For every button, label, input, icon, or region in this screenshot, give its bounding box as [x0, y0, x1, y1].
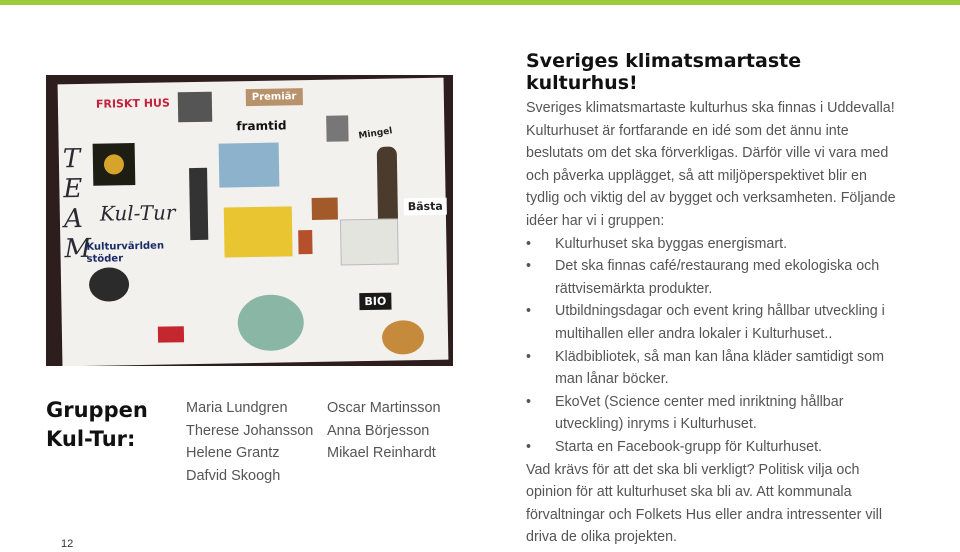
idea-item	[526, 391, 946, 436]
idea-list	[526, 233, 946, 459]
collage-image	[89, 267, 130, 302]
text-line: idéer har vi i gruppen:	[526, 212, 665, 229]
collage-image	[298, 230, 312, 254]
collage-label-framtid: framtid	[236, 118, 287, 134]
article-heading-line: kulturhus!	[526, 72, 638, 94]
member-name: Oscar Martinsson	[327, 400, 441, 416]
member-name: Anna Börjesson	[327, 422, 430, 439]
collage-image	[158, 326, 184, 342]
collage-label-friskt-hus: FRISKT HUS	[95, 96, 170, 111]
collage-image	[178, 92, 213, 123]
article-heading	[526, 50, 946, 94]
member-name: Dafvid Skoogh	[186, 467, 281, 484]
text-line: förvaltningar och Folkets Hus eller andra intressenter vill	[526, 506, 882, 523]
member-name: Mikael Reinhardt	[327, 445, 436, 462]
text-line: utveckling) inryms i Kulturhuset.	[555, 416, 757, 433]
page-number: 12	[61, 538, 74, 550]
member-name: Helene Grantz	[186, 445, 280, 462]
text-line: rättvisemärkta produkter.	[555, 280, 713, 297]
text-line: Sveriges klimatsmartaste kulturhus ska finnas i Uddevalla!	[526, 100, 895, 116]
collage-label-kultur: Kul-Tur	[99, 200, 176, 226]
text-line: Det ska finnas café/restaurang med ekologiska och	[555, 258, 880, 275]
text-line: man lånar böcker.	[555, 371, 669, 388]
idea-item	[526, 436, 946, 459]
bullet-marker: •	[526, 235, 532, 252]
collage-image	[189, 168, 208, 240]
collage-image	[224, 206, 293, 257]
text-line: multihallen eller andra lokaler i Kulturhuset..	[555, 325, 833, 342]
article-heading-line: Sveriges klimatsmartaste	[526, 50, 802, 72]
collage-label-premiar: Premiär	[246, 88, 303, 106]
member-list-column-1	[186, 397, 313, 487]
collage-image	[377, 146, 398, 226]
article-outro	[526, 459, 946, 549]
group-title-line: Kul-Tur:	[46, 427, 136, 451]
collage-label-basta: Bästa	[404, 198, 447, 216]
bullet-marker: •	[526, 393, 532, 410]
collage-image	[237, 294, 304, 351]
collage-image	[312, 198, 338, 220]
collage-image	[93, 143, 136, 186]
text-line: och påverka upplägget, så att miljöperspektivet blir en	[526, 167, 867, 184]
idea-item	[526, 255, 946, 300]
text-line: Kulturhuset ska byggas energismart.	[555, 235, 788, 252]
idea-item	[526, 346, 946, 391]
bullet-marker: •	[526, 303, 532, 320]
bullet-marker: •	[526, 258, 532, 275]
collage-image	[340, 218, 399, 265]
group-title-line: Gruppen	[46, 398, 148, 422]
collage-image	[219, 143, 280, 188]
idea-item	[526, 233, 946, 256]
collage-label-team: TEAM	[62, 144, 92, 265]
text-line: Klädbibliotek, så man kan låna kläder samtidigt som	[555, 348, 884, 365]
text-line: tydlig och viktig del av bygget och verksamheten. Följande	[526, 190, 896, 207]
article	[526, 50, 946, 549]
idea-item	[526, 300, 946, 345]
text-line: Starta en Facebook-grupp för Kulturhuset.	[555, 438, 823, 455]
collage-label-bio: BIO	[359, 293, 391, 311]
text-line: driva de olika projekten.	[526, 529, 677, 546]
member-list-column-2	[327, 397, 441, 465]
article-intro	[526, 97, 946, 233]
collage-image	[326, 115, 348, 141]
bullet-marker: •	[526, 438, 532, 455]
collage-label-stoder: stöder	[86, 253, 124, 265]
text-line: opinion för att kulturhuset ska bli av. Att kommunala	[526, 484, 852, 501]
text-line: beslutats om det ska förverkligas. Därför ville vi vara med	[526, 145, 889, 162]
collage-board	[58, 78, 449, 366]
bullet-marker: •	[526, 348, 532, 365]
text-line: EkoVet (Science center med inriktning hållbar	[555, 393, 844, 410]
top-accent-bar	[0, 0, 960, 5]
collage-image	[382, 320, 425, 355]
group-title	[46, 396, 148, 454]
collage-label-mingel: Mingel	[357, 126, 394, 142]
collage-label-kulturvarlden: Kulturvärlden	[86, 240, 165, 253]
text-line: Kulturhuset är fortfarande en idé som det ännu inte	[526, 122, 849, 139]
collage-photo	[46, 75, 453, 366]
member-name: Therese Johansson	[186, 422, 314, 439]
text-line: Utbildningsdagar och event kring hållbar utveckling i	[555, 303, 885, 320]
text-line: Vad krävs för att det ska bli verkligt? Politisk vilja och	[526, 461, 860, 478]
member-name: Maria Lundgren	[186, 400, 288, 416]
